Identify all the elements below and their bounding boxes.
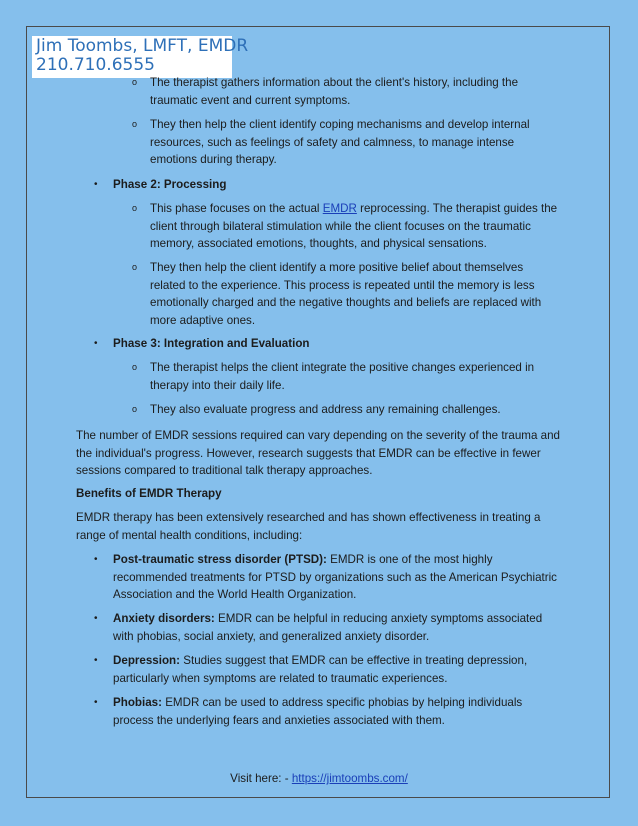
phase-title: Phase 3: Integration and Evaluation bbox=[113, 337, 310, 350]
footer-prefix: Visit here: - bbox=[230, 772, 292, 785]
benefit-description: EMDR is one of the most highly recommended treatments for PTSD by organizations such as the American Psychiatric Association and the World Health Organization. bbox=[113, 553, 557, 602]
text-fragment: This phase focuses on the actual bbox=[150, 202, 323, 215]
website-link[interactable]: https://jimtoombs.com/ bbox=[291, 772, 408, 785]
benefit-label: Anxiety disorders: bbox=[113, 612, 215, 625]
sub-item-text: The therapist gathers information about the client's history, including the traumatic event and current symptoms. bbox=[150, 76, 519, 107]
sub-item-text: They also evaluate progress and address any remaining challenges. bbox=[150, 403, 501, 416]
sub-item-text: They then help the client identify coping mechanisms and develop internal resources, such as feelings of safety and calmness, to manage intense emotions during therapy. bbox=[150, 118, 530, 167]
benefit-description: EMDR can be used to address specific phobias by helping individuals process the underlying fears and anxieties associated with them. bbox=[113, 696, 523, 727]
emdr-link[interactable]: EMDR bbox=[322, 202, 357, 215]
benefit-description: EMDR can be helpful in reducing anxiety symptoms associated with phobias, social anxiety, and generalized anxiety disorder. bbox=[113, 612, 543, 643]
bullet-marker: • bbox=[94, 655, 98, 666]
sub-item-text: They then help the client identify a more positive belief about themselves related to the experience. This process is repeated until the memory is less emotionally charged and the negative thoughts and beliefs are replaced with more adaptive ones. bbox=[150, 261, 542, 327]
benefit-label: Post-traumatic stress disorder (PTSD): bbox=[113, 553, 327, 566]
benefit-text bbox=[113, 551, 563, 604]
sub-bullet-marker: o bbox=[132, 404, 138, 414]
sub-bullet-marker: o bbox=[132, 119, 138, 129]
benefit-text bbox=[113, 610, 563, 645]
sub-bullet-marker: o bbox=[132, 203, 138, 213]
benefits-intro: EMDR therapy has been extensively researched and has shown effectiveness in treating a range of mental health conditions, including: bbox=[76, 511, 541, 542]
footer bbox=[0, 772, 638, 785]
bullet-marker: • bbox=[94, 697, 98, 708]
phase-title: Phase 2: Processing bbox=[113, 178, 227, 191]
sub-item-text: The therapist helps the client integrate the positive changes experienced in therapy into their daily life. bbox=[150, 361, 535, 392]
sub-bullet-marker: o bbox=[132, 362, 138, 372]
bullet-marker: • bbox=[94, 338, 98, 349]
contact-header bbox=[32, 36, 249, 78]
bullet-marker: • bbox=[94, 613, 98, 624]
benefit-text bbox=[113, 694, 563, 729]
sub-bullet-marker: o bbox=[132, 77, 138, 87]
sub-bullet-marker: o bbox=[132, 262, 138, 272]
benefits-heading: Benefits of EMDR Therapy bbox=[76, 487, 222, 500]
sessions-paragraph: The number of EMDR sessions required can vary depending on the severity of the trauma and the individual's progress. However, research suggests that EMDR can be effective in fewer sessions compared to traditional talk therapy approaches. bbox=[76, 429, 560, 478]
benefit-description: Studies suggest that EMDR can be effective in treating depression, particularly when symptoms are related to traumatic experiences. bbox=[113, 654, 528, 685]
phone-number: 210.710.6555 bbox=[36, 55, 155, 75]
text-fragment: reprocessing. The therapist guides the client through bilateral stimulation while the client focuses on the traumatic memory, associated emotions, thoughts, and physical sensations. bbox=[150, 202, 558, 251]
sub-item-text bbox=[150, 200, 558, 253]
bullet-marker: • bbox=[94, 554, 98, 565]
therapist-name: Jim Toombs, LMFT, EMDR bbox=[36, 36, 249, 56]
bullet-marker: • bbox=[94, 179, 98, 190]
benefit-label: Phobias: bbox=[113, 696, 162, 709]
benefit-label: Depression: bbox=[113, 654, 181, 667]
benefit-text bbox=[113, 652, 563, 687]
